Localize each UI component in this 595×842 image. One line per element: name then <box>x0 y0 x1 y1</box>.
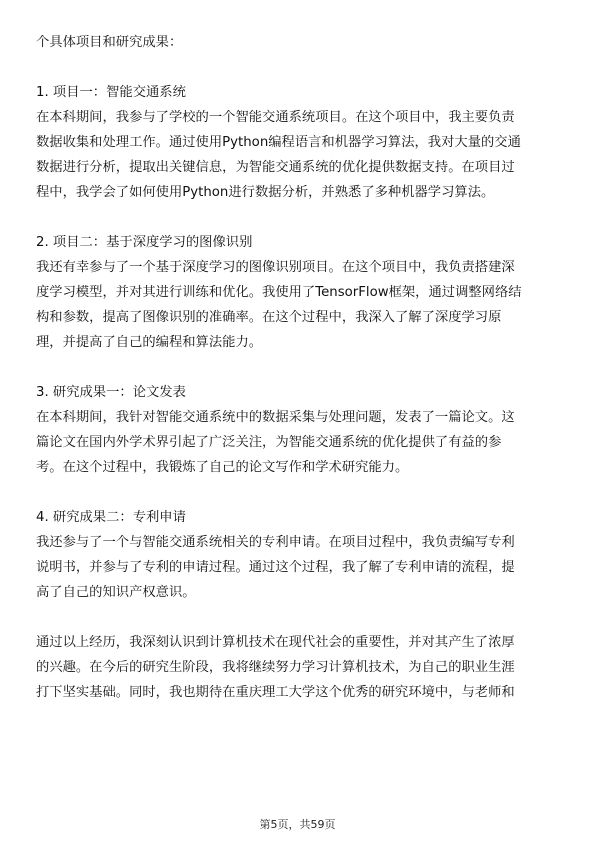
body-line: 在本科期间，我参与了学校的一个智能交通系统项目。在这个项目中，我主要负责 <box>36 110 515 125</box>
page-number-footer: 第5页，共59页 <box>259 818 336 831</box>
body-line: 在本科期间，我针对智能交通系统中的数据采集与处理问题，发表了一篇论文。这 <box>36 410 515 425</box>
section-heading: 2. 项目二：基于深度学习的图像识别 <box>36 235 253 250</box>
body-line: 理，并提高了自己的编程和算法能力。 <box>36 335 263 350</box>
body-line: 构和参数，提高了图像识别的准确率。在这个过程中，我深入了解了深度学习原 <box>36 310 502 325</box>
body-line: 程中，我学会了如何使用Python进行数据分析，并熟悉了多种机器学习算法。 <box>36 185 495 200</box>
page-content <box>36 30 559 705</box>
paragraph-gap <box>36 205 559 230</box>
body-line: 篇论文在国内外学术界引起了广泛关注，为智能交通系统的优化提供了有益的参 <box>36 435 502 450</box>
section-project-2 <box>36 230 559 355</box>
body-line: 通过以上经历，我深刻认识到计算机技术在现代社会的重要性，并对其产生了浓厚 <box>36 635 515 650</box>
body-line: 度学习模型，并对其进行训练和优化。我使用了TensorFlow框架，通过调整网络结 <box>36 285 522 300</box>
section-research-1 <box>36 380 559 480</box>
section-research-2 <box>36 505 559 605</box>
body-line: 的兴趣。在今后的研究生阶段，我将继续努力学习计算机技术，为自己的职业生涯 <box>36 660 515 675</box>
body-line: 打下坚实基础。同时，我也期待在重庆理工大学这个优秀的研究环境中，与老师和 <box>36 685 515 700</box>
paragraph-gap <box>36 480 559 505</box>
section-heading: 4. 研究成果二：专利申请 <box>36 510 186 525</box>
section-heading: 1. 项目一：智能交通系统 <box>36 85 186 100</box>
intro-line: 个具体项目和研究成果： <box>36 35 183 50</box>
closing-paragraph <box>36 630 559 705</box>
body-line: 高了自己的知识产权意识。 <box>36 585 196 600</box>
body-line: 说明书，并参与了专利的申请过程。通过这个过程，我了解了专利申请的流程，提 <box>36 560 515 575</box>
section-project-1 <box>36 80 559 205</box>
body-line: 数据收集和处理工作。通过使用Python编程语言和机器学习算法，我对大量的交通 <box>36 135 521 150</box>
body-line: 考。在这个过程中，我锻炼了自己的论文写作和学术研究能力。 <box>36 460 409 475</box>
paragraph-gap <box>36 55 559 80</box>
body-line: 我还参与了一个与智能交通系统相关的专利申请。在项目过程中，我负责编写专利 <box>36 535 515 550</box>
body-line: 我还有幸参与了一个基于深度学习的图像识别项目。在这个项目中，我负责搭建深 <box>36 260 515 275</box>
paragraph-gap <box>36 355 559 380</box>
body-line: 数据进行分析，提取出关键信息，为智能交通系统的优化提供数据支持。在项目过 <box>36 160 515 175</box>
section-heading: 3. 研究成果一：论文发表 <box>36 385 186 400</box>
paragraph-gap <box>36 605 559 630</box>
